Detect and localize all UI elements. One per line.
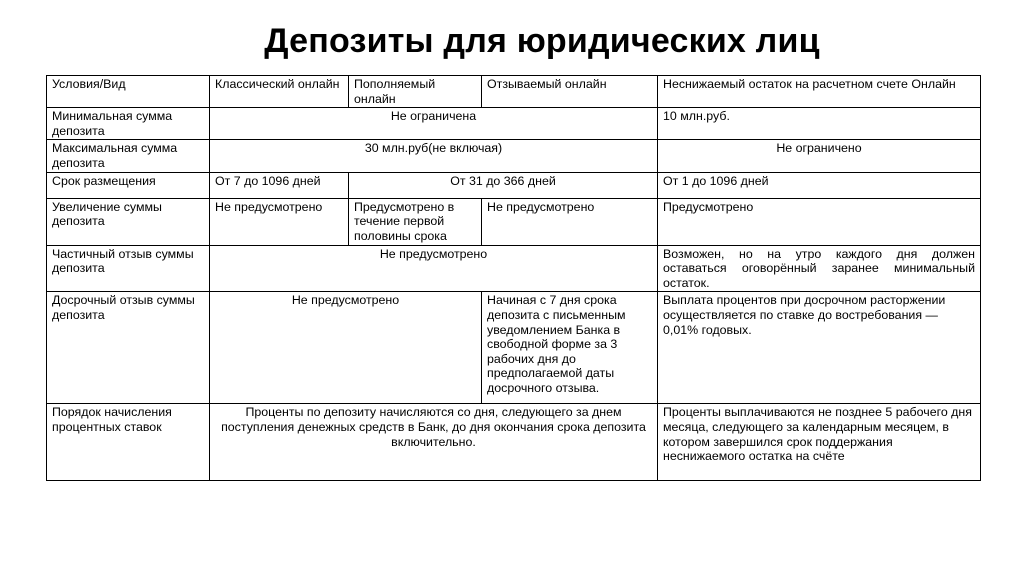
row-label-max-amount: Максимальная сумма депозита (47, 140, 210, 172)
row-label-early-withdrawal: Досрочный отзыв суммы депозита (47, 292, 210, 404)
row-label-interest: Порядок начисления процентных ставок (47, 404, 210, 481)
row-label-term: Срок размещения (47, 172, 210, 198)
cell-partial-withdrawal-merged: Не предусмотрено (210, 245, 658, 292)
table-row (47, 404, 981, 481)
row-label-min-amount: Минимальная сумма депозита (47, 108, 210, 140)
cell-early-withdrawal-merged: Не предусмотрено (210, 292, 482, 404)
cell-interest-merged: Проценты по депозиту начисляются со дня, следующего за днем поступления денежных средств в Банк, до дня окончания срока депозита включительно. (210, 404, 658, 481)
table-row (47, 108, 981, 140)
header-revocable: Отзываемый онлайн (482, 76, 658, 108)
cell-max-amount-non-reducible: Не ограничено (658, 140, 981, 172)
cell-min-amount-merged: Не ограничена (210, 108, 658, 140)
cell-min-amount-non-reducible: 10 млн.руб. (658, 108, 981, 140)
cell-early-withdrawal-revocable: Начиная с 7 дня срока депозита с письменным уведомлением Банка в свободной форме за 3 рабочих дня до предполагаемой даты досрочного отзыва. (482, 292, 658, 404)
cell-increase-classic: Не предусмотрено (210, 198, 349, 245)
header-conditions: Условия/Вид (47, 76, 210, 108)
cell-early-withdrawal-non-reducible: Выплата процентов при досрочном расторжении осуществляется по ставке до востребования — 0,01% годовых. (658, 292, 981, 404)
header-replenishable: Пополняемый онлайн (349, 76, 482, 108)
cell-interest-non-reducible: Проценты выплачиваются не позднее 5 рабочего дня месяца, следующего за календарным месяцем, в котором завершился срок поддержания неснижаемого остатка на счёте (658, 404, 981, 481)
cell-partial-withdrawal-non-reducible: Возможен, но на утро каждого дня должен оставаться оговорённый заранее минимальный остаток. (658, 245, 981, 292)
header-non-reducible: Неснижаемый остаток на расчетном счете Онлайн (658, 76, 981, 108)
row-label-increase: Увеличение суммы депозита (47, 198, 210, 245)
table-row (47, 245, 981, 292)
table-row (47, 198, 981, 245)
cell-increase-non-reducible: Предусмотрено (658, 198, 981, 245)
row-label-partial-withdrawal: Частичный отзыв суммы депозита (47, 245, 210, 292)
page-title: Депозиты для юридических лиц (264, 22, 820, 60)
cell-max-amount-merged: 30 млн.руб(не включая) (210, 140, 658, 172)
table-row (47, 172, 981, 198)
cell-increase-replenishable: Предусмотрено в течение первой половины срока (349, 198, 482, 245)
deposits-table (46, 75, 981, 481)
cell-term-non-reducible: От 1 до 1096 дней (658, 172, 981, 198)
cell-increase-revocable: Не предусмотрено (482, 198, 658, 245)
header-classic: Классический онлайн (210, 76, 349, 108)
cell-term-classic: От 7 до 1096 дней (210, 172, 349, 198)
table-row (47, 292, 981, 404)
table-header-row (47, 76, 981, 108)
table-row (47, 140, 981, 172)
cell-term-merged: От 31 до 366 дней (349, 172, 658, 198)
